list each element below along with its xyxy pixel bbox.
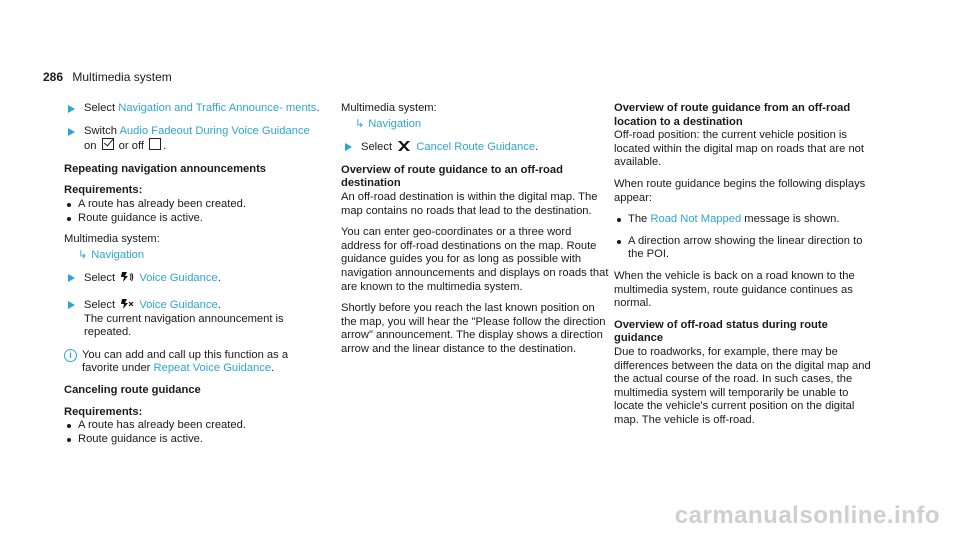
step-text: . (217, 298, 221, 311)
menu-path (341, 118, 609, 132)
list-item: A route has already been created. (64, 419, 326, 433)
heading-repeating: Repeating navigation announcements (64, 162, 267, 175)
note-text: . (271, 362, 275, 375)
column-3 (614, 102, 874, 429)
heading-off-road-location: Overview of route guidance from an off-road location to a destination (614, 102, 851, 128)
column-1 (64, 102, 326, 446)
link-voice-guidance[interactable]: Voice Guidance (139, 298, 218, 311)
paragraph: You can enter geo-coordinates or a three word address for off-road destinations on the map. Route guidance guides you for as long as possible with navigation announcements and displays on roads that are known to the multimedia system. (341, 226, 609, 293)
column-2 (341, 102, 609, 359)
link-audio-fadeout[interactable]: Audio Fadeout During Voice Guidance (119, 124, 310, 137)
list-item (614, 213, 874, 227)
info-icon: i (64, 349, 77, 362)
step-text: . (535, 141, 539, 154)
link-repeat-voice-guidance[interactable]: Repeat Voice Guidance (153, 362, 272, 375)
list-text: The (628, 213, 651, 226)
list-item: Route guidance is active. (64, 433, 326, 447)
step-arrow-icon (68, 128, 75, 136)
note (64, 349, 326, 376)
step-text: Select (84, 102, 119, 114)
list-item: A route has already been created. (64, 198, 326, 212)
step-result: The current navigation announcement is repeated. (84, 312, 284, 339)
menu-path (64, 249, 326, 263)
step-text: Switch (84, 124, 120, 137)
requirements-label: Requirements: (64, 405, 143, 418)
watermark: carmanualsonline.info (674, 502, 940, 530)
step-text: or off (118, 140, 144, 153)
paragraph: Shortly before you reach the last known position on the map, you will hear the "Please follow the direction arrow" announcement. The display shows a direction arrow and the linear distance to the destination. (341, 302, 606, 355)
link-navigation[interactable]: Navigation (91, 248, 145, 261)
step-text: . (163, 140, 167, 153)
step-arrow-icon (68, 301, 75, 309)
link-voice-guidance[interactable]: Voice Guidance (139, 272, 218, 285)
heading-off-road-status: Overview of off-road status during route guidance (614, 318, 828, 345)
list-item: A direction arrow showing the linear direction to the POI. (614, 235, 874, 262)
paragraph: When route guidance begins the following displays appear: (614, 177, 866, 204)
step-arrow-icon (68, 274, 75, 282)
section-title: Multimedia system (72, 70, 172, 84)
paragraph: Off-road position: the current vehicle position is located within the digital map on roads that are not available. (614, 129, 865, 169)
path-arrow-icon: ↳ (355, 117, 365, 130)
heading-canceling: Canceling route guidance (64, 383, 201, 396)
checkbox-checked-icon (102, 138, 114, 150)
voice-guidance-icon (120, 298, 134, 310)
note-text: You can add and call up this function as a favorite under (82, 348, 289, 375)
link-cancel-route-guidance[interactable]: Cancel Route Guidance (416, 141, 536, 154)
step-text: Select (84, 298, 119, 311)
paragraph: Due to roadworks, for example, there may be differences between the data on the digital map and the actual course of the road. In such cases, the multimedia system will temporarily be unable to locate the vehicle's current position on the digital map. The vehicle is off-road. (614, 345, 871, 426)
requirements-label: Requirements: (64, 184, 143, 197)
voice-guidance-icon (120, 271, 134, 283)
heading-off-road-destination: Overview of route guidance to an off-road destination (341, 163, 563, 190)
step-text: Select (361, 141, 396, 154)
step-text: Select (84, 272, 119, 285)
list-item: Route guidance is active. (64, 212, 326, 226)
step-cancel-route (341, 140, 609, 155)
checkbox-empty-icon (149, 138, 161, 150)
step-voice-guidance-repeat (64, 298, 326, 340)
page-number: 286 (43, 70, 64, 84)
page-header (43, 71, 172, 85)
step-arrow-icon (345, 143, 352, 151)
step-voice-guidance (64, 271, 326, 286)
step-text: . (217, 272, 221, 285)
step-text: . (316, 102, 320, 114)
step-audio-fadeout (64, 125, 326, 154)
link-navigation[interactable]: Navigation (368, 117, 422, 130)
list-text: message is shown. (741, 213, 840, 226)
cancel-route-icon (397, 140, 411, 152)
step-traffic-announcements (64, 102, 326, 116)
link-navigation-traffic[interactable]: Navigation and Traffic Announce- ments (118, 102, 317, 114)
paragraph: When the vehicle is back on a road known to the multimedia system, route guidance continues as normal. (614, 269, 855, 310)
path-arrow-icon: ↳ (78, 248, 88, 261)
link-road-not-mapped[interactable]: Road Not Mapped (650, 213, 742, 226)
paragraph: An off-road destination is within the digital map. The map contains no roads that lead to the destination. (341, 190, 598, 217)
step-arrow-icon (68, 105, 75, 113)
path-label: Multimedia system: (64, 233, 160, 246)
step-text: on (84, 140, 97, 153)
path-label: Multimedia system: (341, 102, 437, 114)
